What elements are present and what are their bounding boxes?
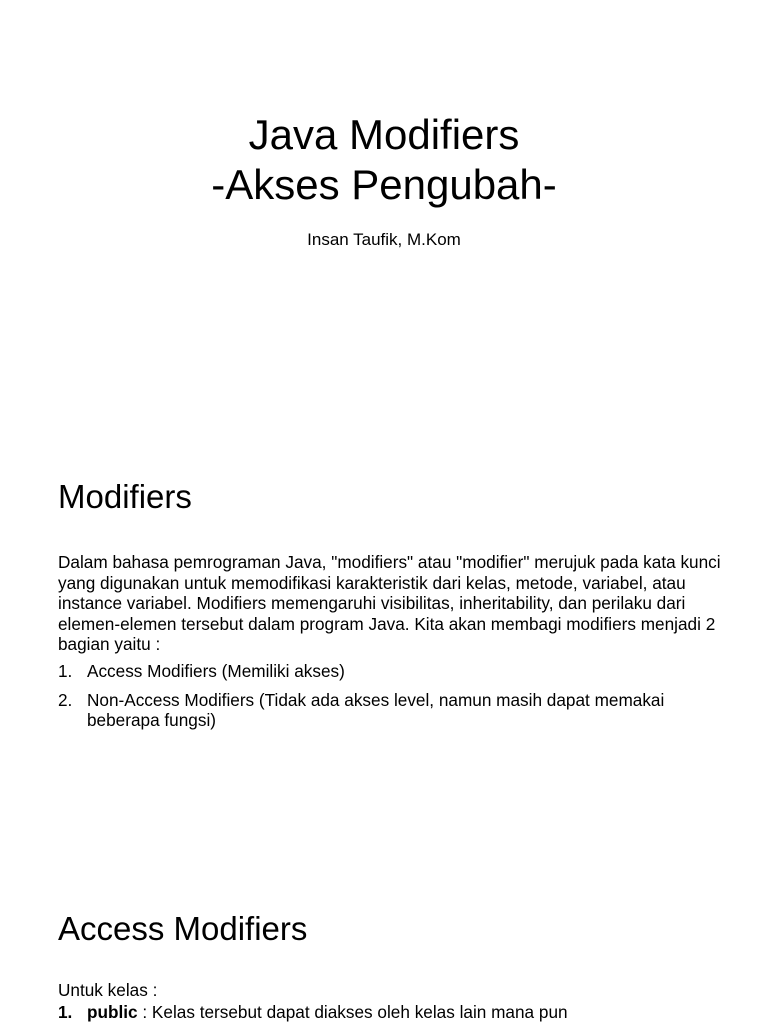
list-item-text: Access Modifiers (Memiliki akses) — [87, 661, 345, 681]
class-access-list — [58, 1002, 718, 1031]
list-item — [58, 661, 718, 682]
section-heading-access-modifiers: Access Modifiers — [58, 910, 308, 947]
list-item-text: Non-Access Modifiers (Tidak ada akses level, namun masih dapat memakai beberapa fungsi) — [87, 689, 665, 730]
class-intro-text: Untuk kelas : — [58, 980, 158, 1000]
intro-paragraph: Dalam bahasa pemrograman Java, "modifiers" atau "modifier" merujuk pada kata kunci yang digunakan untuk memodifikasi karakteristik dari kelas, metode, variabel, atau instance variabel. Modifiers memengaruhi visibilitas, inheritability, dan perilaku dari elemen-elemen tersebut dalam program Java. Kita akan membagi modifiers menjadi 2 bagian yaitu : — [58, 552, 721, 654]
list-item-number: 2. — [58, 689, 73, 710]
author-name: Insan Taufik, M.Kom — [307, 230, 461, 249]
list-item — [58, 1002, 718, 1023]
list-item-number: 1. — [58, 1002, 73, 1022]
modifier-types-list — [58, 661, 718, 739]
list-item — [58, 690, 718, 731]
keyword-public: public — [87, 1002, 138, 1022]
document-subtitle: -Akses Pengubah- — [211, 161, 557, 208]
title-slide — [0, 110, 768, 210]
document-title: Java Modifiers — [248, 111, 520, 158]
section-heading-modifiers: Modifiers — [58, 478, 192, 515]
list-item-text: : Kelas tersebut dapat diakses oleh kelas lain mana pun — [137, 1002, 568, 1022]
list-item-number: 1. — [58, 661, 73, 681]
